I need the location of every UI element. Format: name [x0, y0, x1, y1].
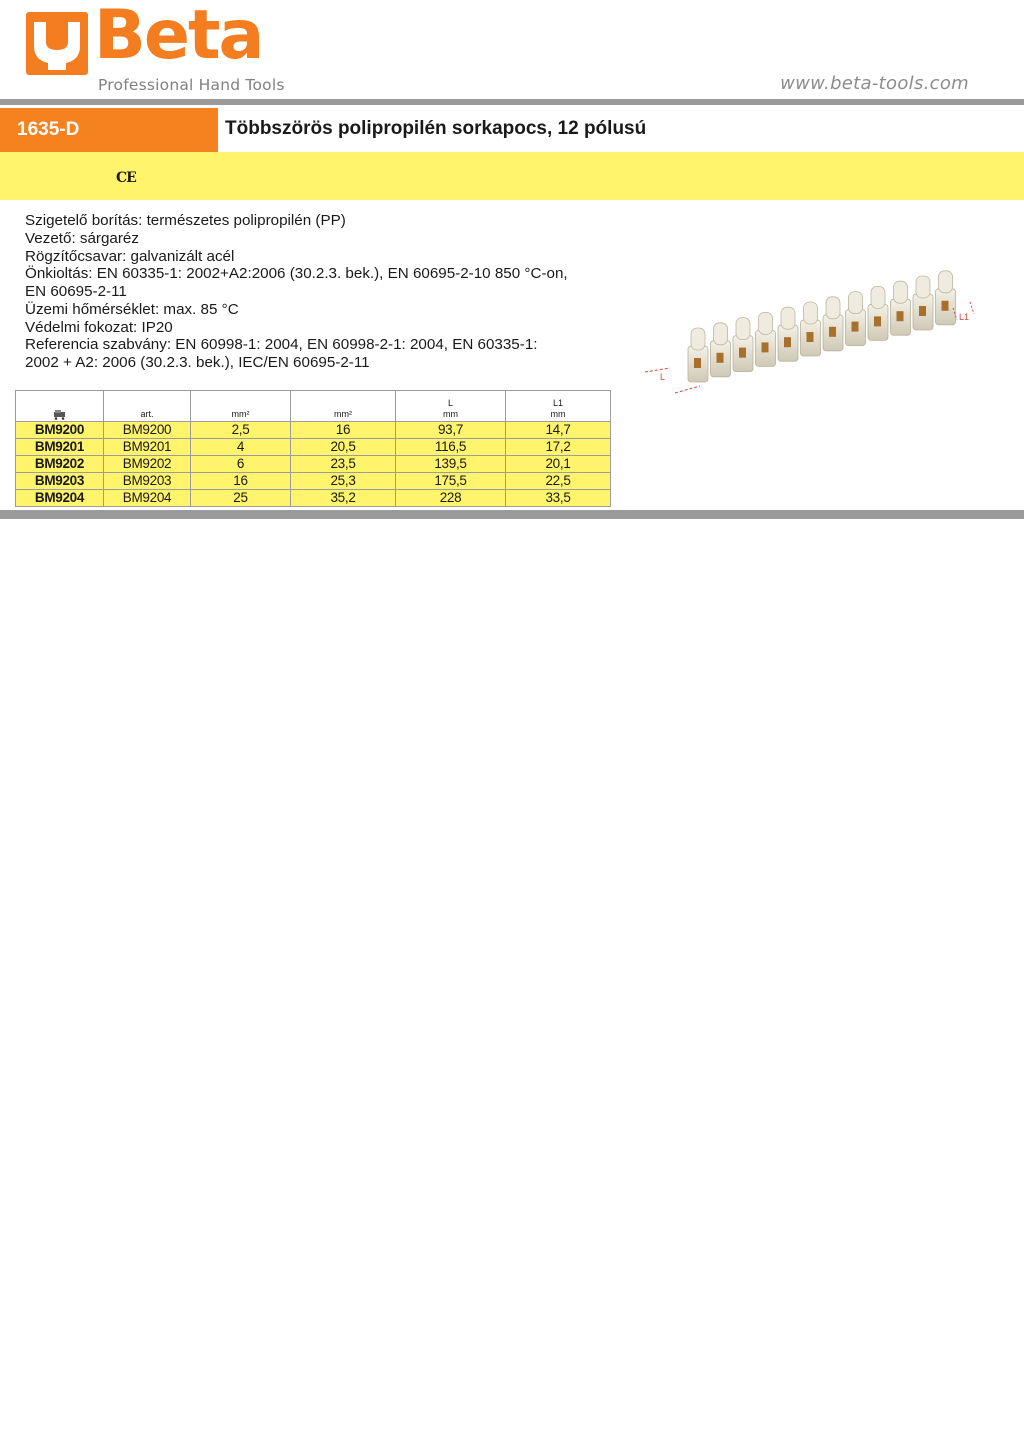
header-divider: [0, 99, 1024, 105]
table-row[interactable]: [16, 422, 611, 439]
website-url[interactable]: www.beta-tools.com: [780, 73, 969, 94]
header-bottom-label: art.: [140, 409, 154, 419]
table-cell-code: BM9204: [16, 490, 104, 507]
product-code: 1635-D: [17, 119, 80, 140]
description-line: Üzemi hőmérséklet: max. 85 °C: [25, 300, 239, 318]
column-header-cross-section: [191, 391, 291, 422]
terminal-pole: [936, 271, 956, 325]
terminal-pole: [891, 281, 911, 335]
table-cell: 35,2: [291, 490, 396, 507]
description-line: 2002 + A2: 2006 (30.2.3. bek.), IEC/EN 60695-2-11: [25, 354, 370, 371]
terminal-pole: [801, 302, 821, 356]
table-cell: 2,5: [191, 422, 291, 439]
description-line: Referencia szabvány: EN 60998-1: 2004, EN 60998-2-1: 2004, EN 60335-1:: [25, 336, 538, 354]
table-cell: BM9200: [104, 422, 191, 439]
header-bottom-label: mm: [443, 409, 458, 419]
table-cell: 20,1: [506, 456, 611, 473]
table-cell: 175,5: [396, 473, 506, 490]
terminal-pole: [913, 276, 933, 330]
description-line: EN 60695-2-11: [25, 283, 127, 300]
description-line: Szigetelő borítás: természetes polipropilén (PP): [25, 212, 346, 229]
terminal-pole: [823, 297, 843, 351]
table-cell: 14,7: [506, 422, 611, 439]
table-cell: 93,7: [396, 422, 506, 439]
header-top-label: L: [447, 398, 453, 408]
column-header-order-code: [16, 391, 104, 422]
description-line: Védelmi fokozat: IP20: [25, 318, 173, 336]
footer-divider: [0, 510, 1024, 519]
terminal-pole: [733, 318, 753, 372]
table-cell: 139,5: [396, 456, 506, 473]
table-cell: 25,3: [291, 473, 396, 490]
table-cell: BM9204: [104, 490, 191, 507]
product-title: Többszörös polipropilén sorkapocs, 12 pólusú: [225, 118, 647, 139]
table-row[interactable]: [16, 473, 611, 490]
header-bottom-label: mm²: [334, 409, 352, 419]
brand-tagline: Professional Hand Tools: [98, 76, 285, 94]
table-row[interactable]: [16, 439, 611, 456]
table-cell: BM9202: [104, 456, 191, 473]
table-cell: 20,5: [291, 439, 396, 456]
column-header-pitch: [506, 391, 611, 422]
terminal-pole: [868, 286, 888, 340]
table-cell: 228: [396, 490, 506, 507]
table-cell: 23,5: [291, 456, 396, 473]
column-header-max-section: [291, 391, 396, 422]
header-top-label: L1: [552, 398, 563, 408]
cart-icon: [53, 410, 67, 420]
table-cell: 22,5: [506, 473, 611, 490]
table-cell: BM9203: [104, 473, 191, 490]
table-header-row: [16, 391, 611, 422]
table-cell: 17,2: [506, 439, 611, 456]
table-cell: 33,5: [506, 490, 611, 507]
table-cell-code: BM9201: [16, 439, 104, 456]
table-cell: 16: [291, 422, 396, 439]
table-row[interactable]: [16, 490, 611, 507]
brand-wordmark: Beta: [94, 0, 263, 75]
column-header-length: [396, 391, 506, 422]
header-bottom-label: mm²: [231, 409, 250, 419]
terminal-pole: [711, 323, 731, 377]
certification-band: [0, 152, 1024, 200]
product-code-box: [0, 108, 218, 152]
description-line: Rögzítőcsavar: galvanizált acél: [25, 247, 235, 265]
table-cell: 116,5: [396, 439, 506, 456]
dimension-label-l: L: [660, 372, 666, 382]
table-cell-code: BM9200: [16, 422, 104, 439]
table-cell: 6: [191, 456, 291, 473]
header-bottom-label: mm: [550, 409, 566, 419]
product-description: [25, 212, 625, 372]
terminal-pole: [778, 307, 798, 361]
column-header-article: [104, 391, 191, 422]
table-row[interactable]: [16, 456, 611, 473]
wrench-logo-icon: [26, 12, 88, 75]
terminal-pole: [846, 292, 866, 346]
table-cell-code: BM9202: [16, 456, 104, 473]
dimension-label-l1: L1: [959, 312, 970, 322]
terminal-block-image: [640, 240, 985, 410]
ce-mark-icon: CE: [116, 170, 136, 186]
description-line: Önkioltás: EN 60335-1: 2002+A2:2006 (30.2.3. bek.), EN 60695-2-10 850 °C-on,: [25, 265, 568, 283]
description-line: Vezető: sárgaréz: [25, 229, 139, 247]
specification-table: [15, 390, 611, 507]
table-cell: 4: [191, 439, 291, 456]
table-cell: 16: [191, 473, 291, 490]
table-cell: BM9201: [104, 439, 191, 456]
terminal-pole: [688, 328, 708, 382]
table-cell: 25: [191, 490, 291, 507]
brand-logo: [26, 0, 296, 96]
terminal-pole: [756, 312, 776, 366]
table-cell-code: BM9203: [16, 473, 104, 490]
